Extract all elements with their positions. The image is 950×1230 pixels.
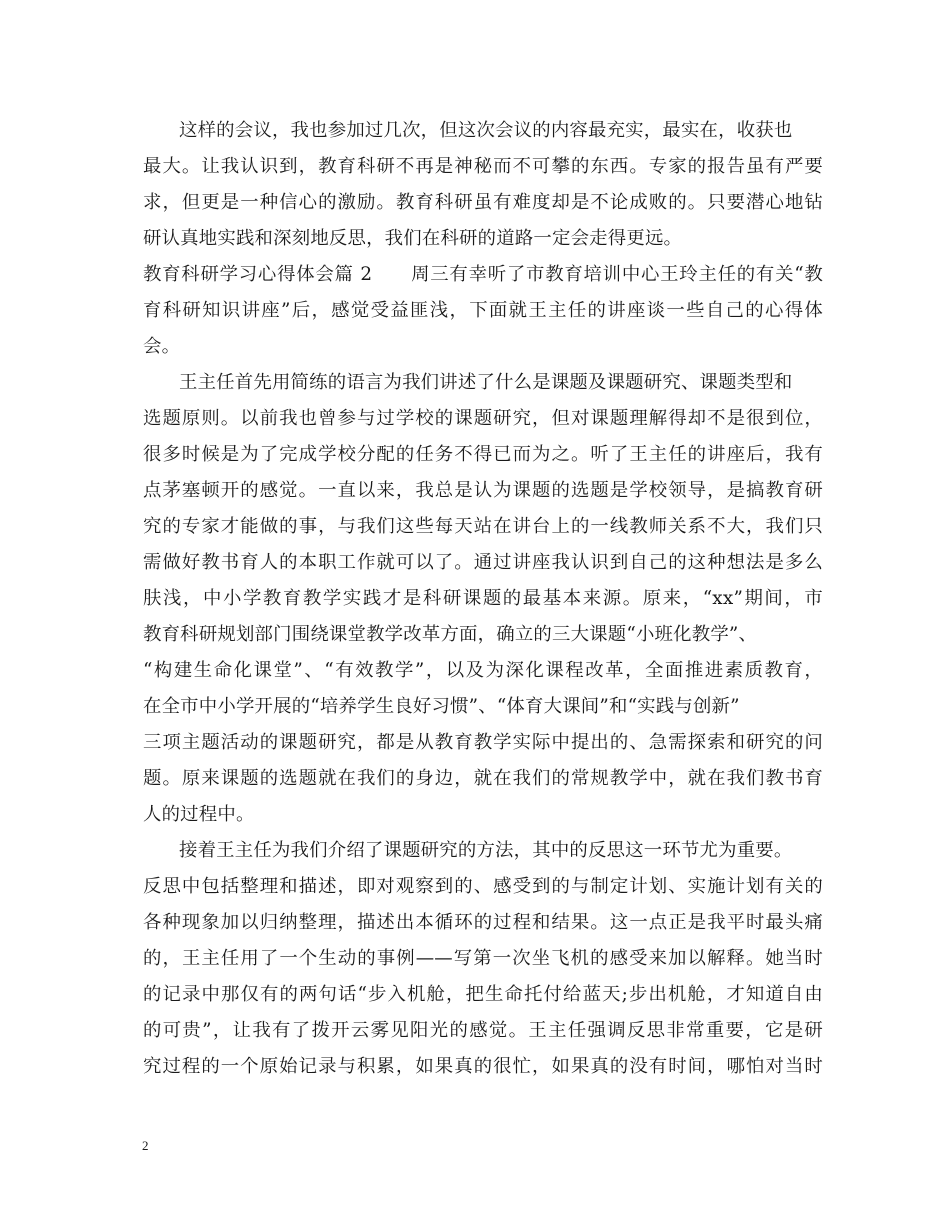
page-number: 2 <box>142 1138 149 1153</box>
text-line: 教育科研规划部门围绕课堂教学改革方面，确立的三大课题“小班化教学”、 <box>143 624 758 645</box>
text-line: 接着王主任为我们介绍了课题研究的方法，其中的反思这一环节尤为重要。 <box>179 840 793 861</box>
text-line: 最大。让我认识到，教育科研不再是神秘而不可攀的东西。专家的报告虽有严要 <box>143 156 823 177</box>
text-line: 选题原则。以前我也曾参与过学校的课题研究，但对课题理解得却不是很到位， <box>143 408 823 429</box>
text-line: 会。 <box>143 336 181 357</box>
text-line: 反思中包括整理和描述，即对观察到的、感受到的与制定计划、实施计划有关的 <box>143 876 823 897</box>
text-line: 这样的会议，我也参加过几次，但这次会议的内容最充实，最实在，收获也 <box>179 120 793 141</box>
text-line: 点茅塞顿开的感觉。一直以来，我总是认为课题的选题是学校领导，是搞教育研 <box>143 480 823 501</box>
text-line: 各种现象加以归纳整理，描述出本循环的过程和结果。这一点正是我平时最头痛 <box>143 912 823 933</box>
text-line: 教育科研学习心得体会篇 2 周三有幸听了市教育培训中心王玲主任的有关“教 <box>143 264 823 285</box>
text-line: 需做好教书育人的本职工作就可以了。通过讲座我认识到自己的这种想法是多么 <box>143 552 823 573</box>
text-line: 育科研知识讲座”后，感觉受益匪浅，下面就王主任的讲座谈一些自己的心得体 <box>143 300 823 321</box>
text-line: 人的过程中。 <box>143 804 255 825</box>
text-line: 的，王主任用了一个生动的事例——写第一次坐飞机的感受来加以解释。她当时 <box>143 948 823 969</box>
text-line: 很多时候是为了完成学校分配的任务不得已而为之。听了王主任的讲座后，我有 <box>143 444 823 465</box>
text-line: 在全市中小学开展的“培养学生良好习惯”、“体育大课间”和“实践与创新” <box>143 696 740 717</box>
text-line: 三项主题活动的课题研究，都是从教育教学实际中提出的、急需探索和研究的问 <box>143 732 823 753</box>
text-line: 王主任首先用简练的语言为我们讲述了什么是课题及课题研究、课题类型和 <box>179 372 793 393</box>
text-line: 的可贵”，让我有了拨开云雾见阳光的感觉。王主任强调反思非常重要，它是研 <box>143 1020 823 1041</box>
text-line: 究过程的一个原始记录与积累，如果真的很忙，如果真的没有时间，哪怕对当时 <box>143 1056 823 1077</box>
text-line: 研认真地实践和深刻地反思，我们在科研的道路一定会走得更远。 <box>143 228 683 249</box>
text-line: 题。原来课题的选题就在我们的身边，就在我们的常规教学中，就在我们教书育 <box>143 768 823 789</box>
text-line: 肤浅，中小学教育教学实践才是科研课题的最基本来源。原来，“xx”期间，市 <box>143 588 823 609</box>
text-line: 求，但更是一种信心的激励。教育科研虽有难度却是不论成败的。只要潜心地钻 <box>143 192 823 213</box>
text-line: 究的专家才能做的事，与我们这些每天站在讲台上的一线教师关系不大，我们只 <box>143 516 823 537</box>
text-line: “构建生命化课堂”、“有效教学”，以及为深化课程改革，全面推进素质教育， <box>143 660 823 681</box>
text-line: 的记录中那仅有的两句话“步入机舱，把生命托付给蓝天;步出机舱，才知道自由 <box>143 984 823 1005</box>
